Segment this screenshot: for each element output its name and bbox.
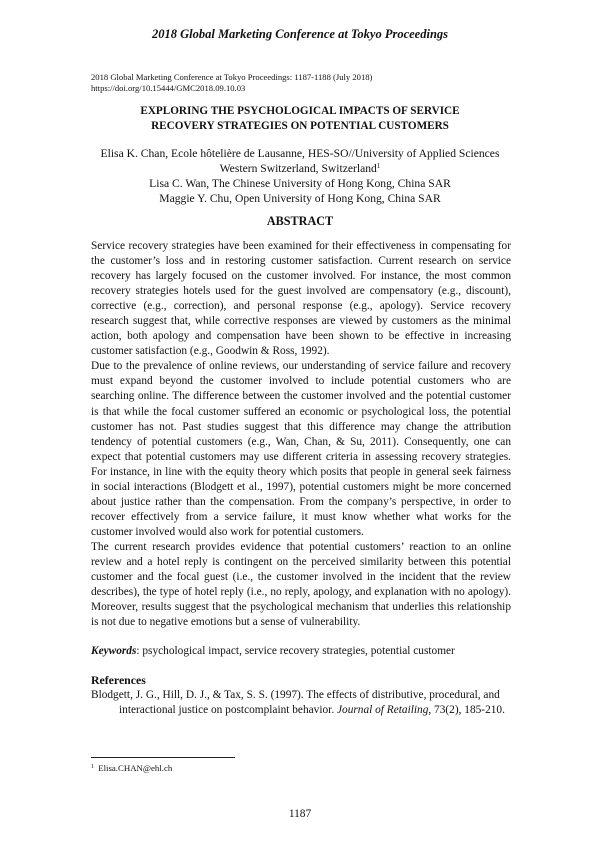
author-line-1: Elisa K. Chan, Ecole hôtelière de Lausanne, HES-SO//University of Applied Sciences <box>100 147 500 160</box>
title-line-1: EXPLORING THE PSYCHOLOGICAL IMPACTS OF SERVICE <box>140 105 460 117</box>
author-affiliation: Western Switzerland, Switzerland <box>219 162 377 175</box>
reference-entry <box>91 688 511 718</box>
author-line-4: Maggie Y. Chu, Open University of Hong Kong, China SAR <box>159 192 441 205</box>
doi-link[interactable]: https://doi.org/10.15444/GMC2018.09.10.03 <box>91 83 246 93</box>
paper-title <box>60 104 540 133</box>
abstract-heading: ABSTRACT <box>266 214 334 228</box>
citation-line: 2018 Global Marketing Conference at Tokyo Proceedings: 1187-1188 (July 2018) <box>91 72 373 82</box>
keywords-text: : psychological impact, service recovery strategies, potential customer <box>136 645 455 657</box>
author-block <box>70 146 530 206</box>
citation-block <box>91 72 511 94</box>
abstract-paragraph-3: The current research provides evidence that potential customers’ reaction to an online review and a hotel reply is contingent on the perceived similarity between this potential customer and the focal guest (i.e., the customer involved in the incident that the review describes), the type of hotel reply (i.e., no reply, apology, and explanation with no apology). Moreover, results suggest that the psychological mechanism that underlies this relationship is not due to negative emotions but a sense of vulnerability. <box>91 540 511 629</box>
footnote-number: 1 <box>91 764 94 770</box>
keywords <box>91 645 511 657</box>
footnote-divider <box>91 757 235 758</box>
author-line-3: Lisa C. Wan, The Chinese University of Hong Kong, China SAR <box>149 177 451 190</box>
footnote-marker: 1 <box>376 162 381 170</box>
abstract-body <box>91 239 511 630</box>
footnote <box>91 763 172 773</box>
title-line-2: RECOVERY STRATEGIES ON POTENTIAL CUSTOMERS <box>151 119 449 132</box>
running-header: 2018 Global Marketing Conference at Tokyo Proceedings <box>151 27 449 41</box>
reference-text: Blodgett, J. G., Hill, D. J., & Tax, S. S. (1997). The effects of distributive, procedural, and interactional justice on postcomplaint behavior. <box>91 689 500 717</box>
abstract-paragraph-2: Due to the prevalence of online reviews, our understanding of service failure and recovery must expand beyond the customer involved to include potential customers who are searching online. The difference between the customer involved and the potential customer is that while the focal customer suffered an economic or psychological loss, the potential customer has not. Past studies suggest that this difference may change the attribution tendency of potential customers (e.g., Wan, Chan, & Su, 2011). Consequently, one can expect that potential customers may use different criteria in assessing recovery strategies. For instance, in line with the equity theory which posits that people in general seek fairness in social interactions (Blodgett et al., 1997), potential customers might be more concerned about justice rather than the compensation. From the company’s perspective, in order to recover effectively from a service failure, it must know whether what works for the customer involved would also work for potential customers. <box>91 360 511 538</box>
abstract-paragraph-1: Service recovery strategies have been examined for their effectiveness in compensating for the customer’s loss and in restoring customer satisfaction. Current research on service recovery has largely focused on the customer involved. For instance, the most common recovery strategies hotels used for the guest involved are compensatory (e.g., discount), corrective (e.g., correction), and personal response (e.g., apology). Service recovery research suggest that, while corrective responses are viewed by customers as the minimal action, both apology and compensation have been shown to be effective in increasing customer satisfaction (e.g., Goodwin & Ross, 1992). <box>91 240 511 358</box>
author-line-2 <box>70 161 530 176</box>
page-number: 1187 <box>288 808 312 820</box>
reference-volume: , 73(2), 185-210. <box>428 704 505 717</box>
references-heading: References <box>91 673 146 687</box>
reference-journal: Journal of Retailing <box>337 704 429 717</box>
keywords-label: Keywords <box>91 645 137 657</box>
footnote-email[interactable]: Elisa.CHAN@ehl.ch <box>96 763 173 773</box>
